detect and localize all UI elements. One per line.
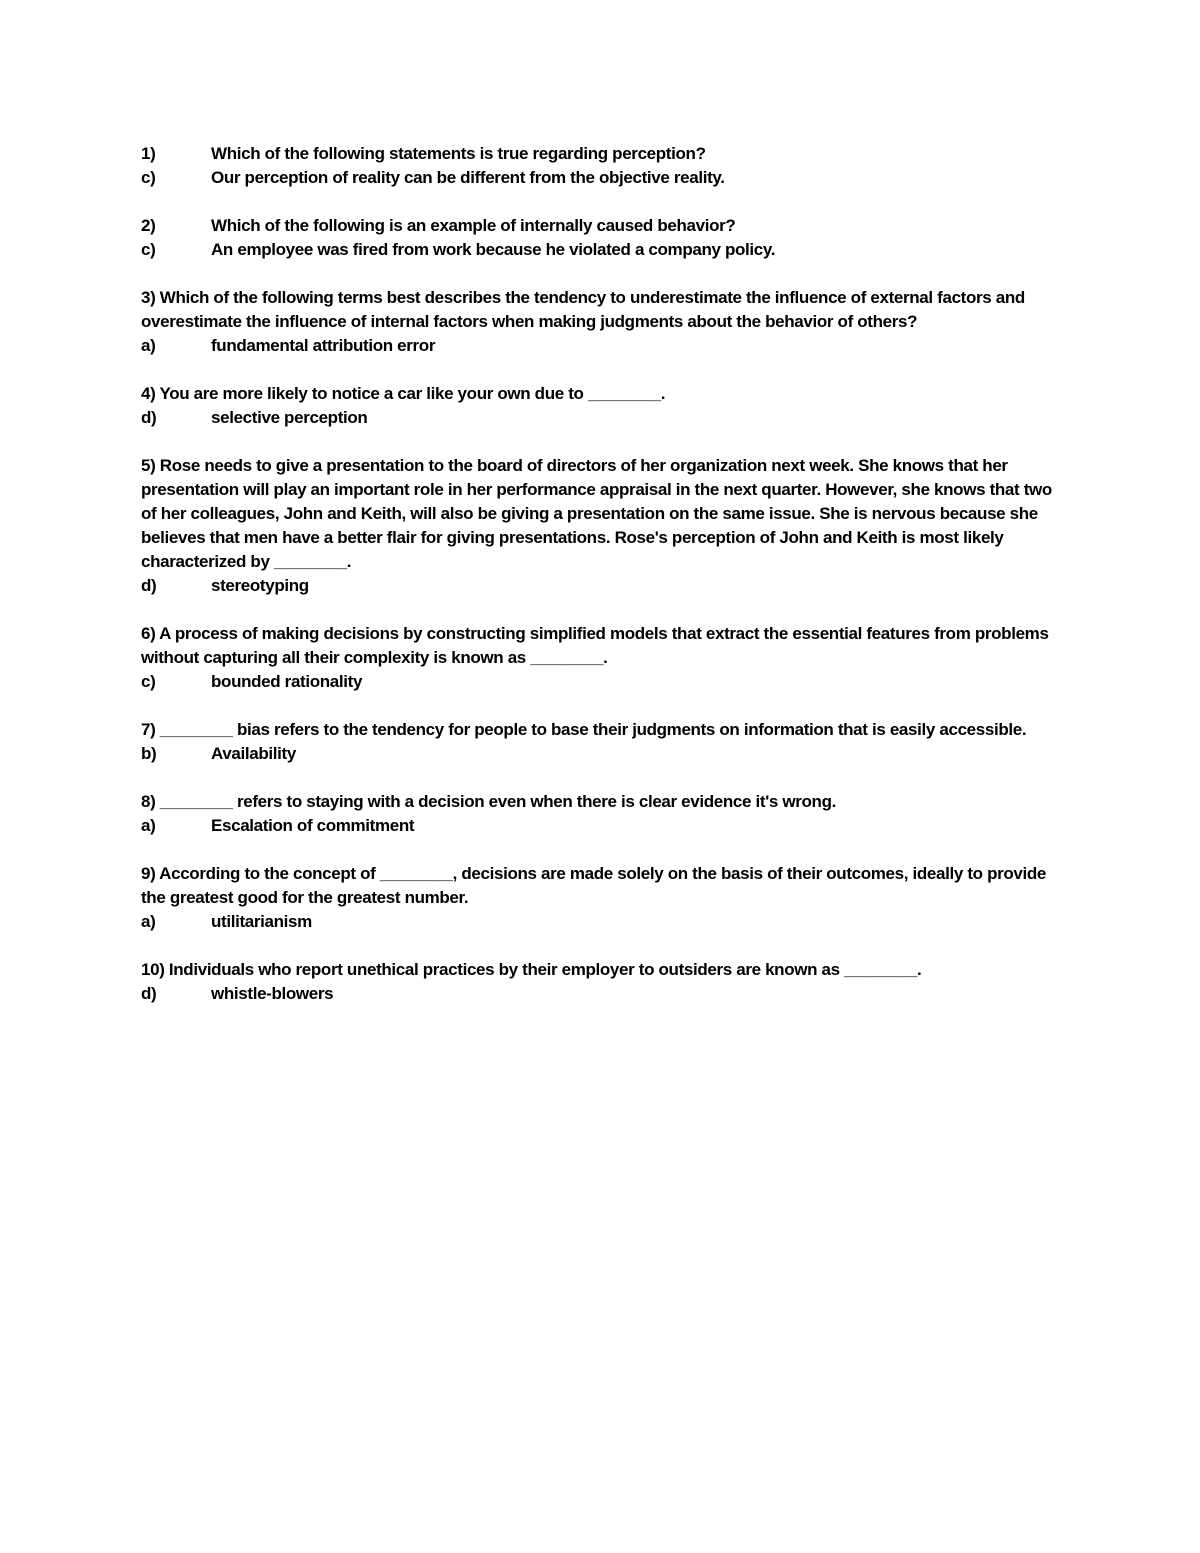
answer-text: fundamental attribution error [211,336,436,355]
answer-letter: d) [141,408,157,427]
answer-row [141,910,1071,934]
answer-text: bounded rationality [211,672,363,691]
answer-letter: c) [141,240,156,259]
quiz-item-4 [141,382,1071,430]
quiz-item-8 [141,790,1071,838]
question-number: 1) [141,144,156,163]
quiz-item-6 [141,622,1071,694]
answer-row [141,334,1071,358]
question-text: 6) A process of making decisions by constructing simplified models that extract the essential features from problems without capturing all their complexity is known as ________. [141,624,1049,667]
answer-text: Escalation of commitment [211,816,415,835]
question-text: 10) Individuals who report unethical practices by their employer to outsiders are known as ________. [141,960,922,979]
answer-text: selective perception [211,408,368,427]
question-text: 7) ________ bias refers to the tendency for people to base their judgments on information that is easily accessible. [141,720,1027,739]
question-row [141,214,1071,238]
question-row [141,142,1071,166]
quiz-item-7 [141,718,1071,766]
answer-text: Availability [211,744,296,763]
answer-text: An employee was fired from work because he violated a company policy. [211,240,776,259]
quiz-item-5 [141,454,1071,598]
answer-text: stereotyping [211,576,309,595]
answer-row [141,166,1071,190]
answer-row [141,982,1071,1006]
quiz-item-10 [141,958,1071,1006]
question-text: Which of the following statements is true regarding perception? [211,144,706,163]
answer-row [141,742,1071,766]
answer-row [141,238,1071,262]
question-text: 5) Rose needs to give a presentation to the board of directors of her organization next week. She knows that her presentation will play an important role in her performance appraisal in the next quarter. However, she knows that two of her colleagues, John and Keith, will also be giving a presentation on the same issue. She is nervous because she believes that men have a better flair for giving presentations. Rose's perception of John and Keith is most likely characterized by ________. [141,456,1052,571]
question-text: 3) Which of the following terms best describes the tendency to underestimate the influence of external factors and overestimate the influence of internal factors when making judgments about the behavior of others? [141,288,1025,331]
quiz-item-3 [141,286,1071,358]
question-text: 8) ________ refers to staying with a decision even when there is clear evidence it's wrong. [141,792,836,811]
quiz-answer-sheet [141,142,1071,1030]
answer-letter: c) [141,672,156,691]
quiz-item-9 [141,862,1071,934]
question-text: Which of the following is an example of internally caused behavior? [211,216,736,235]
answer-row [141,574,1071,598]
question-number: 2) [141,216,156,235]
answer-letter: b) [141,744,157,763]
answer-row [141,406,1071,430]
answer-row [141,670,1071,694]
answer-letter: a) [141,816,156,835]
answer-row [141,814,1071,838]
answer-letter: d) [141,984,157,1003]
answer-text: whistle-blowers [211,984,334,1003]
answer-letter: a) [141,912,156,931]
quiz-item-1 [141,142,1071,190]
answer-text: utilitarianism [211,912,312,931]
question-text: 9) According to the concept of ________, decisions are made solely on the basis of their outcomes, ideally to provide the greatest good for the greatest number. [141,864,1047,907]
answer-text: Our perception of reality can be different from the objective reality. [211,168,725,187]
answer-letter: a) [141,336,156,355]
answer-letter: c) [141,168,156,187]
question-text: 4) You are more likely to notice a car like your own due to ________. [141,384,666,403]
quiz-item-2 [141,214,1071,262]
answer-letter: d) [141,576,157,595]
